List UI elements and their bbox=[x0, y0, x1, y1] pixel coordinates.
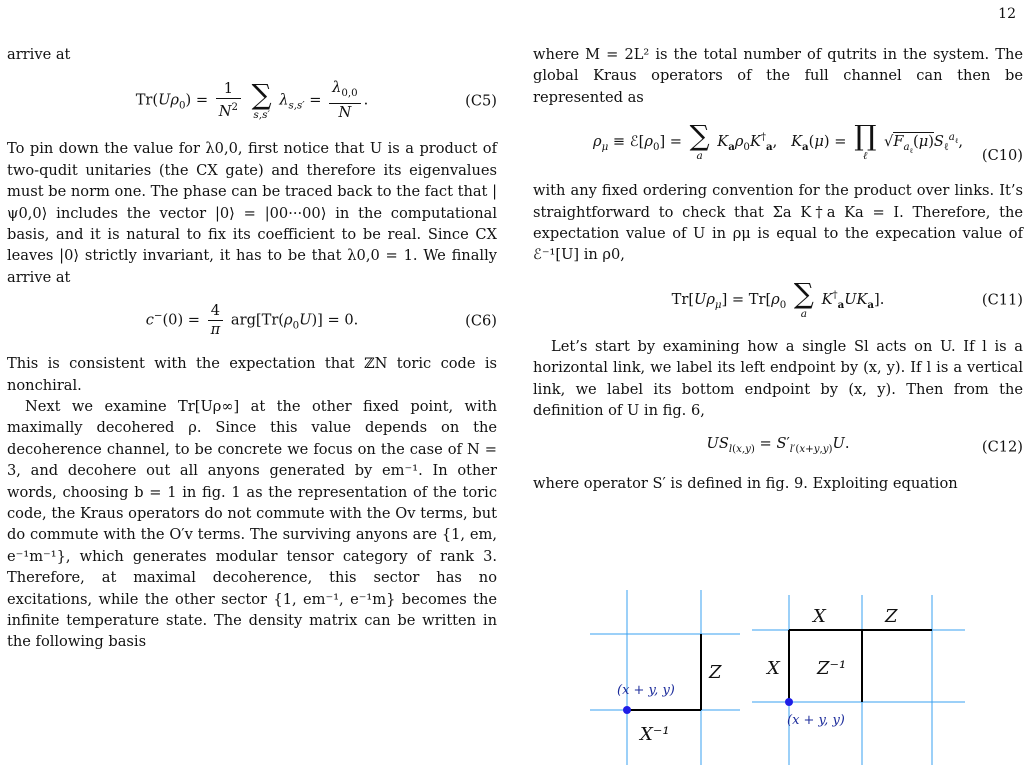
equation-c11-tag: (C11) bbox=[981, 291, 1023, 309]
fig-right-coord: (x + y, y) bbox=[787, 713, 845, 728]
left-paragraph-4: Next we examine Tr[Uρ∞] at the other fixed point, with maximally decohered ρ. Since this value depends on the decoherence channel, to be concrete we focus on the case of N = 3, and decohere out all anyons generated by em⁻¹. In other words, choosing b = 1 in fig. 1 as the representation of the toric code, the Kraus operators do not commute with the Ov terms, but do commute with the O′v terms. The surviving anyons are {1, em, e⁻¹m⁻¹}, which generates modular tensor category of rank 3. Therefore, at maximal decoherence, this sector has no excitations, while the other sector {1, em⁻¹, e⁻¹m} becomes the infinite temperature state. The density matrix can be written in the following basis bbox=[7, 397, 497, 651]
fig-left-xinv: X⁻¹ bbox=[640, 724, 670, 745]
left-endpoint-dot bbox=[623, 706, 631, 714]
left-column bbox=[7, 44, 497, 653]
right-paragraph-3: Let’s start by examining how a single Sl acts on U. If l is a horizontal link, we label its left endpoint by (x, y). If l is a vertical link, we label its bottom endpoint by (x, y). Then from the definition of U in fig. 6, bbox=[533, 337, 1023, 420]
equation-c5-tag: (C5) bbox=[465, 92, 497, 110]
right-panel-links bbox=[789, 630, 932, 702]
fig-right-x-left: X bbox=[767, 658, 780, 679]
fig-left-z: Z bbox=[709, 662, 722, 683]
equation-c12: $US_{l(x,y)} = S'_{l'(x+y,y)}U$. (C12) bbox=[533, 433, 1023, 460]
equation-c12-tag: (C12) bbox=[981, 438, 1023, 456]
left-panel-links bbox=[627, 634, 701, 710]
equation-c10-tag: (C10) bbox=[981, 146, 1023, 164]
fig-left-coord: (x + y, y) bbox=[617, 683, 675, 698]
page-number: 12 bbox=[998, 6, 1016, 22]
operator-figure bbox=[585, 590, 965, 765]
right-panel-grid bbox=[752, 595, 965, 765]
equation-c10: $\rho_\mu$ ≡ $ℰ[\rho_0]$ = ∑ a $K_a\rho_0K^\dagger_a$, $K_a(\mu)$ = ∏ ℓ $√F_{a_\ell}(\mu)S_\ell^{a_\ell}$, (C10) bbox=[533, 122, 1023, 162]
left-paragraph-2: To pin down the value for λ0,0, first notice that U is a product of two-qudit unitaries (the CX gate) and therefore its eigenvalues must be norm one. The phase can be traced back to the fact that |ψ0,0⟩ includes the vector |0⟩ = |00···00⟩ in the computational basis, and it is natural to fix its coefficient to be real. Since CX leaves |0⟩ strictly invariant, it has to be that λ0,0 = 1. We finally arrive at bbox=[7, 140, 497, 286]
equation-c11: $Tr[U\rho_\mu] = Tr[\rho_0$ ∑ a $K^\dagger_aUK_a$]. (C11) bbox=[671, 276, 1023, 320]
left-paragraph-1: arrive at bbox=[7, 46, 71, 63]
right-paragraph-4: where operator S′ is defined in fig. 9. Exploiting equation bbox=[533, 474, 958, 492]
fig-right-x-top: X bbox=[813, 606, 826, 627]
fig-right-z-top: Z bbox=[885, 606, 898, 627]
operator-diagram bbox=[585, 590, 965, 765]
right-paragraph-1: where M = 2L² is the total number of qutrits in the system. The global Kraus operators of the full channel can then be represented as bbox=[533, 46, 1023, 106]
right-endpoint-dot bbox=[785, 698, 793, 706]
fig-right-zinv: Z⁻¹ bbox=[817, 658, 847, 679]
equation-c6-tag: (C6) bbox=[465, 311, 497, 329]
equation-c6: c−(0) = $\frac{4}{\pi}$ $arg[Tr(\rho_0U)] = 0$. (C6) bbox=[145, 302, 497, 339]
right-paragraph-2: with any fixed ordering convention for the product over links. It’s straightforward to check that Σa K†a Ka = I. Therefore, the expectation value of U in ρμ is equal to the expecation value of ℰ⁻¹[U] in ρ0, bbox=[533, 182, 1023, 264]
equation-c5: $Tr(U\rho_0)$ = $\frac{1}{N^2}$ ∑ s,s′ $\lambda_{s,s'}$ = $\frac{\lambda_{0,0}}{N}$ . (C5) bbox=[135, 77, 497, 122]
left-paragraph-3: This is consistent with the expectation that ℤN toric code is nonchiral. bbox=[7, 355, 497, 394]
right-column bbox=[533, 44, 1023, 494]
